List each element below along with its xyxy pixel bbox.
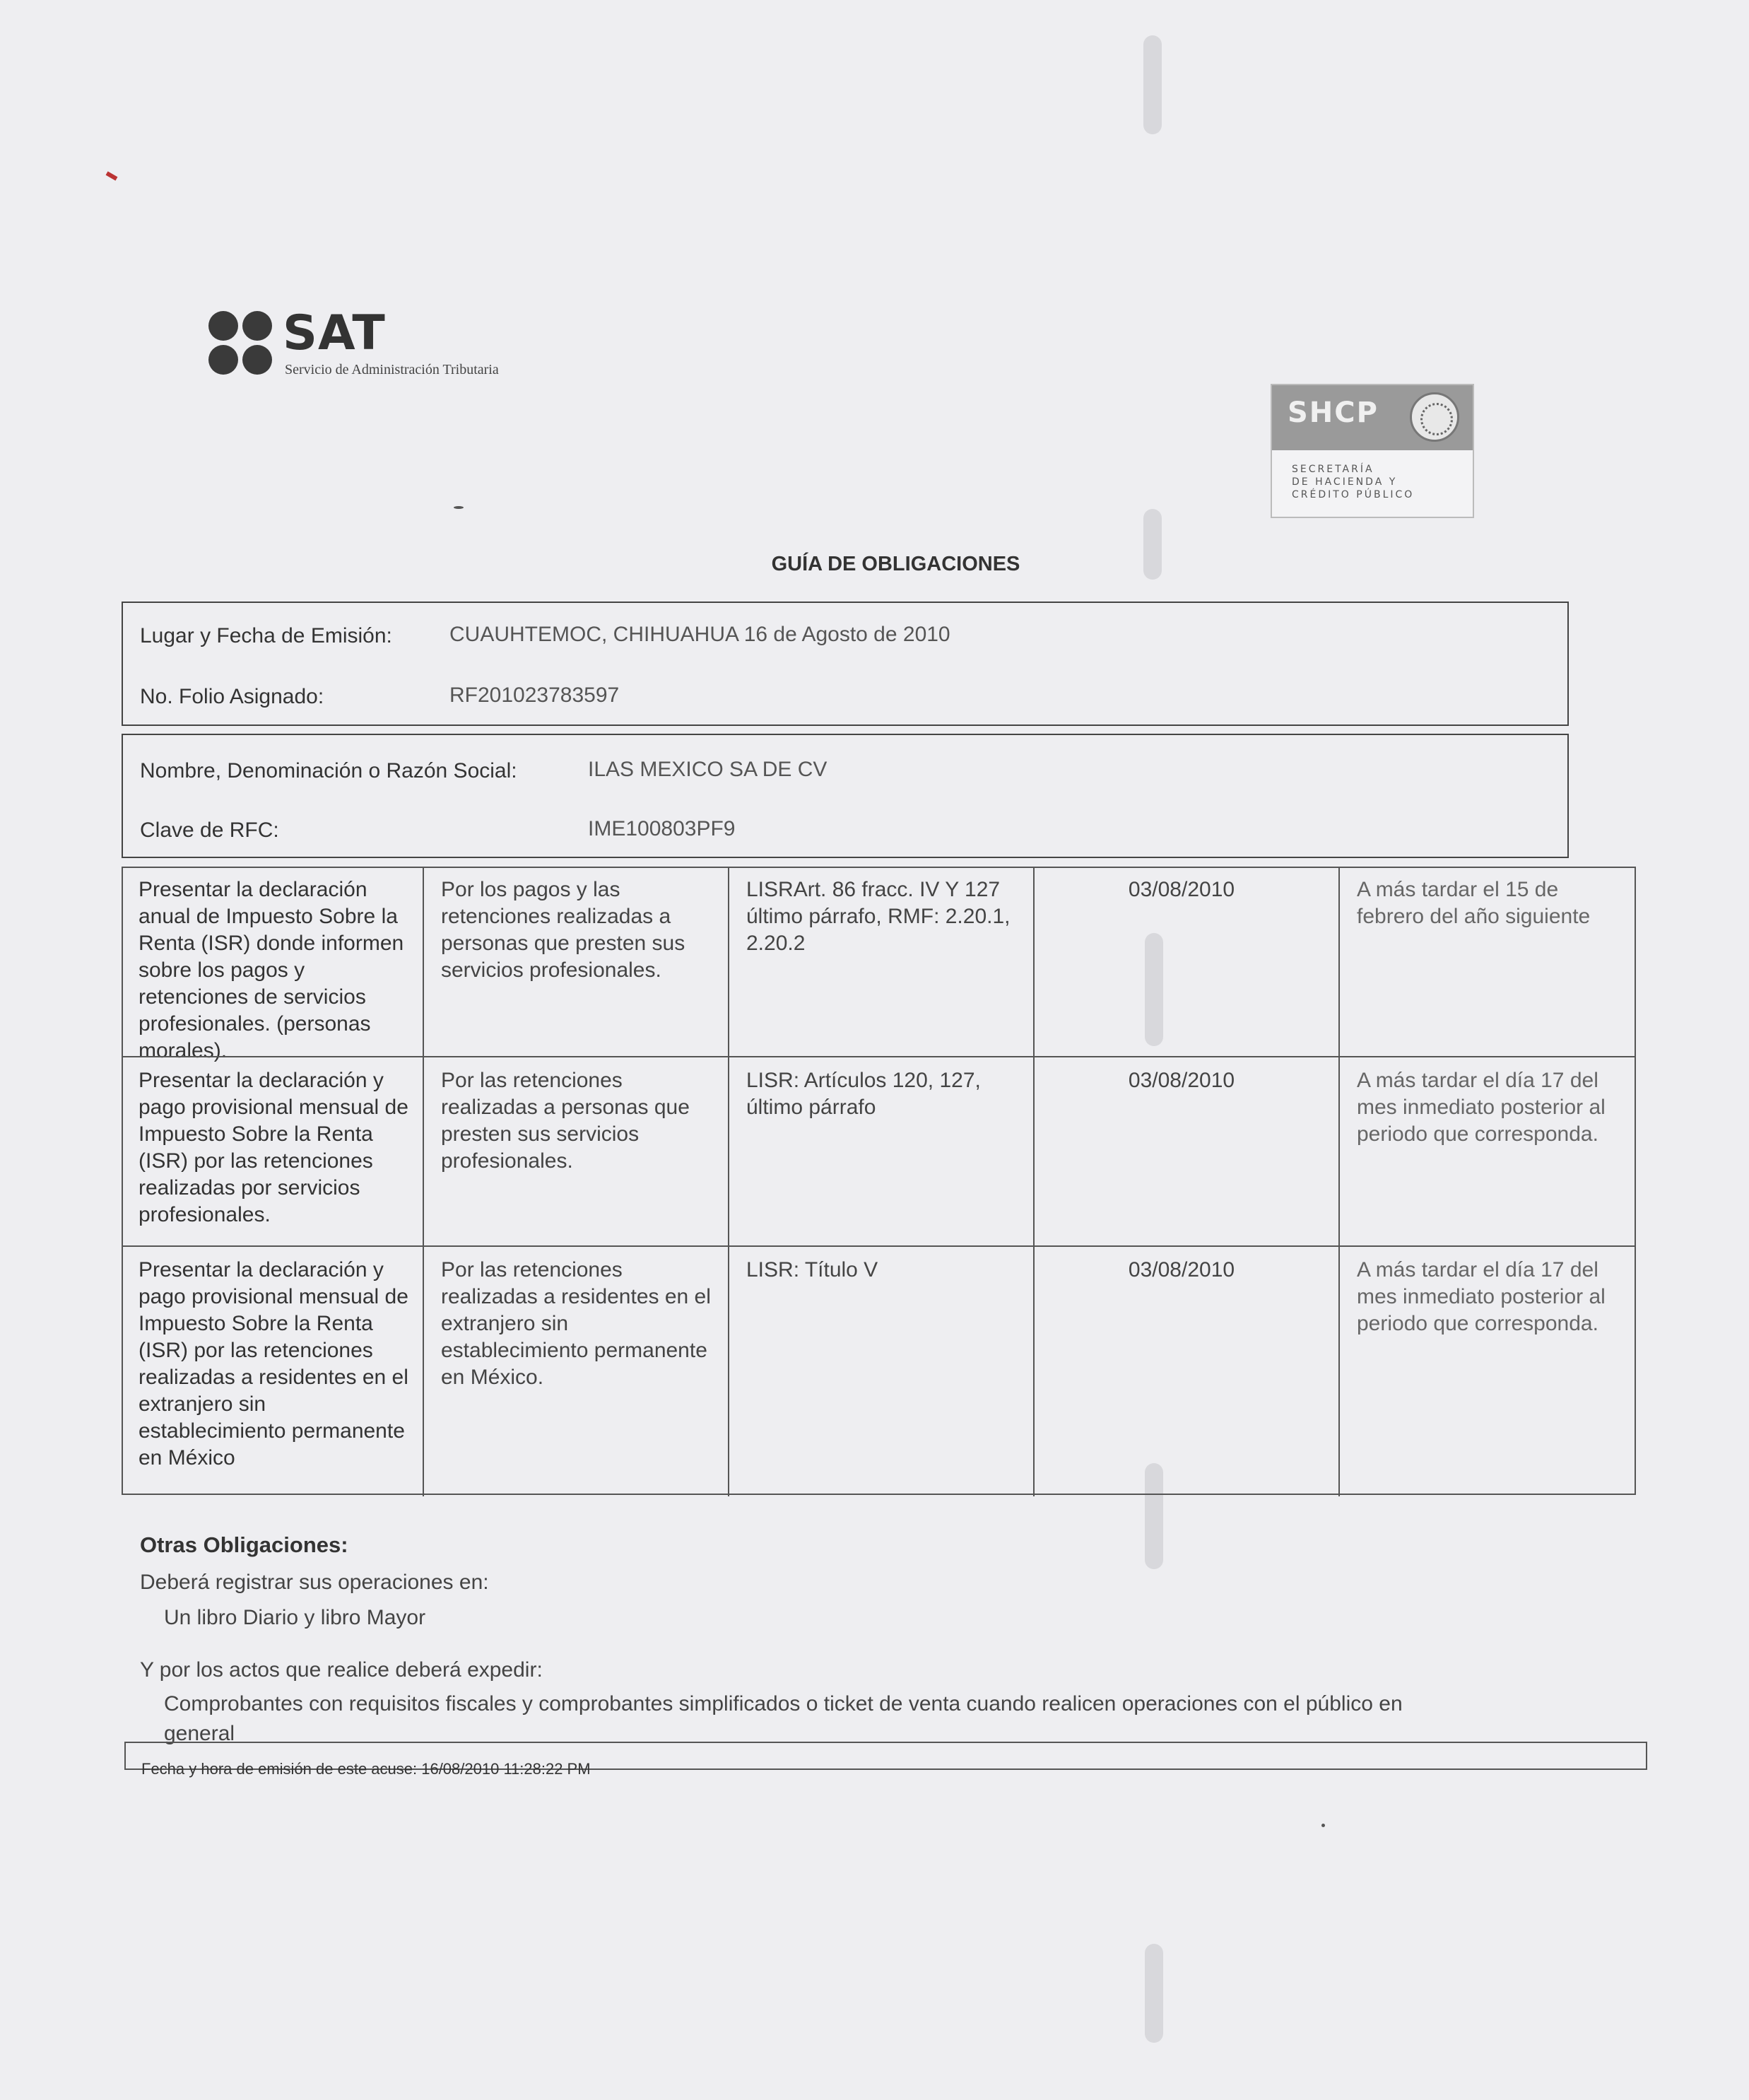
- obligation-date: 03/08/2010: [1033, 1057, 1338, 1247]
- emision-box: [122, 602, 1569, 726]
- scan-smudge: [1145, 1944, 1163, 2043]
- scan-speck: [454, 506, 464, 509]
- issue-label: Y por los actos que realice deberá expedir:: [140, 1658, 543, 1682]
- folio-label: No. Folio Asignado:: [140, 685, 324, 708]
- scan-speck: [1321, 1824, 1325, 1827]
- nombre-value: ILAS MEXICO SA DE CV: [588, 758, 828, 781]
- sat-wordmark: SAT: [283, 305, 386, 361]
- shcp-logo: [1271, 384, 1474, 518]
- obligation-reason: Por los pagos y las retenciones realizadas a personas que presten sus servicios profesionales.: [423, 867, 728, 1056]
- table-row: [122, 1056, 1636, 1247]
- acuse-timestamp: Fecha y hora de emisión de este acuse: 16/08/2010 11:28:22 PM: [141, 1760, 591, 1778]
- rfc-label: Clave de RFC:: [140, 819, 279, 842]
- receipts-text: Comprobantes con requisitos fiscales y comprobantes simplificados o ticket de venta cuando realicen operaciones con el público en: [164, 1692, 1403, 1715]
- shcp-lines: SECRETARÍA DE HACIENDA Y CRÉDITO PÚBLICO: [1292, 464, 1415, 500]
- obligation-legal-basis: LISR: Título V: [728, 1247, 1033, 1496]
- obligation-reason: Por las retenciones realizadas a residentes en el extranjero sin establecimiento permanente en México.: [423, 1247, 728, 1496]
- obligation-legal-basis: LISR: Artículos 120, 127, último párrafo: [728, 1057, 1033, 1247]
- obligation-deadline: A más tardar el día 17 del mes inmediato posterior al periodo que corresponda.: [1338, 1057, 1636, 1247]
- obligation-date: 03/08/2010: [1033, 867, 1338, 1056]
- obligation-deadline: A más tardar el día 17 del mes inmediato posterior al periodo que corresponda.: [1338, 1247, 1636, 1496]
- obligation-legal-basis: LISRArt. 86 fracc. IV Y 127 último párrafo, RMF: 2.20.1, 2.20.2: [728, 867, 1033, 1056]
- folio-value: RF201023783597: [449, 684, 620, 707]
- obligation-deadline: A más tardar el 15 de febrero del año siguiente: [1338, 867, 1636, 1056]
- obligation-date: 03/08/2010: [1033, 1247, 1338, 1496]
- obligation-description: Presentar la declaración anual de Impuesto Sobre la Renta (ISR) donde informen sobre los pagos y retenciones de servicios profesionales. (personas morales).: [139, 878, 404, 1062]
- nombre-label: Nombre, Denominación o Razón Social:: [140, 759, 517, 782]
- table-row: [122, 1245, 1636, 1496]
- receipts-text-cont: general: [164, 1722, 235, 1745]
- shcp-wordmark: SHCP: [1288, 397, 1379, 429]
- table-row: [122, 867, 1636, 1062]
- contribuyente-box: [122, 734, 1569, 858]
- rfc-value: IME100803PF9: [588, 817, 736, 840]
- sat-logo-icon: [208, 311, 276, 378]
- scan-mark: [106, 171, 118, 180]
- obligation-description: Presentar la declaración y pago provisional mensual de Impuesto Sobre la Renta (ISR) por las retenciones realizadas por servicios profesionales.: [139, 1069, 408, 1226]
- lugar-value: CUAUHTEMOC, CHIHUAHUA 16 de Agosto de 2010: [449, 623, 950, 646]
- obligation-reason: Por las retenciones realizadas a personas que presten sus servicios profesionales.: [423, 1057, 728, 1247]
- scan-smudge: [1143, 35, 1162, 134]
- sat-subtitle: Servicio de Administración Tributaria: [285, 362, 499, 377]
- page-title: GUÍA DE OBLIGACIONES: [771, 553, 1020, 575]
- obligation-description: Presentar la declaración y pago provisional mensual de Impuesto Sobre la Renta (ISR) por las retenciones realizadas a residentes en el extranjero sin establecimiento permanente en México: [139, 1258, 408, 1470]
- register-label: Deberá registrar sus operaciones en:: [140, 1571, 489, 1594]
- books-text: Un libro Diario y libro Mayor: [164, 1606, 426, 1629]
- coat-of-arms-icon: [1410, 392, 1459, 442]
- other-obligations-title: Otras Obligaciones:: [140, 1532, 348, 1557]
- lugar-label: Lugar y Fecha de Emisión:: [140, 624, 392, 647]
- obligations-table: [122, 867, 1636, 1495]
- sat-logo: [208, 305, 604, 389]
